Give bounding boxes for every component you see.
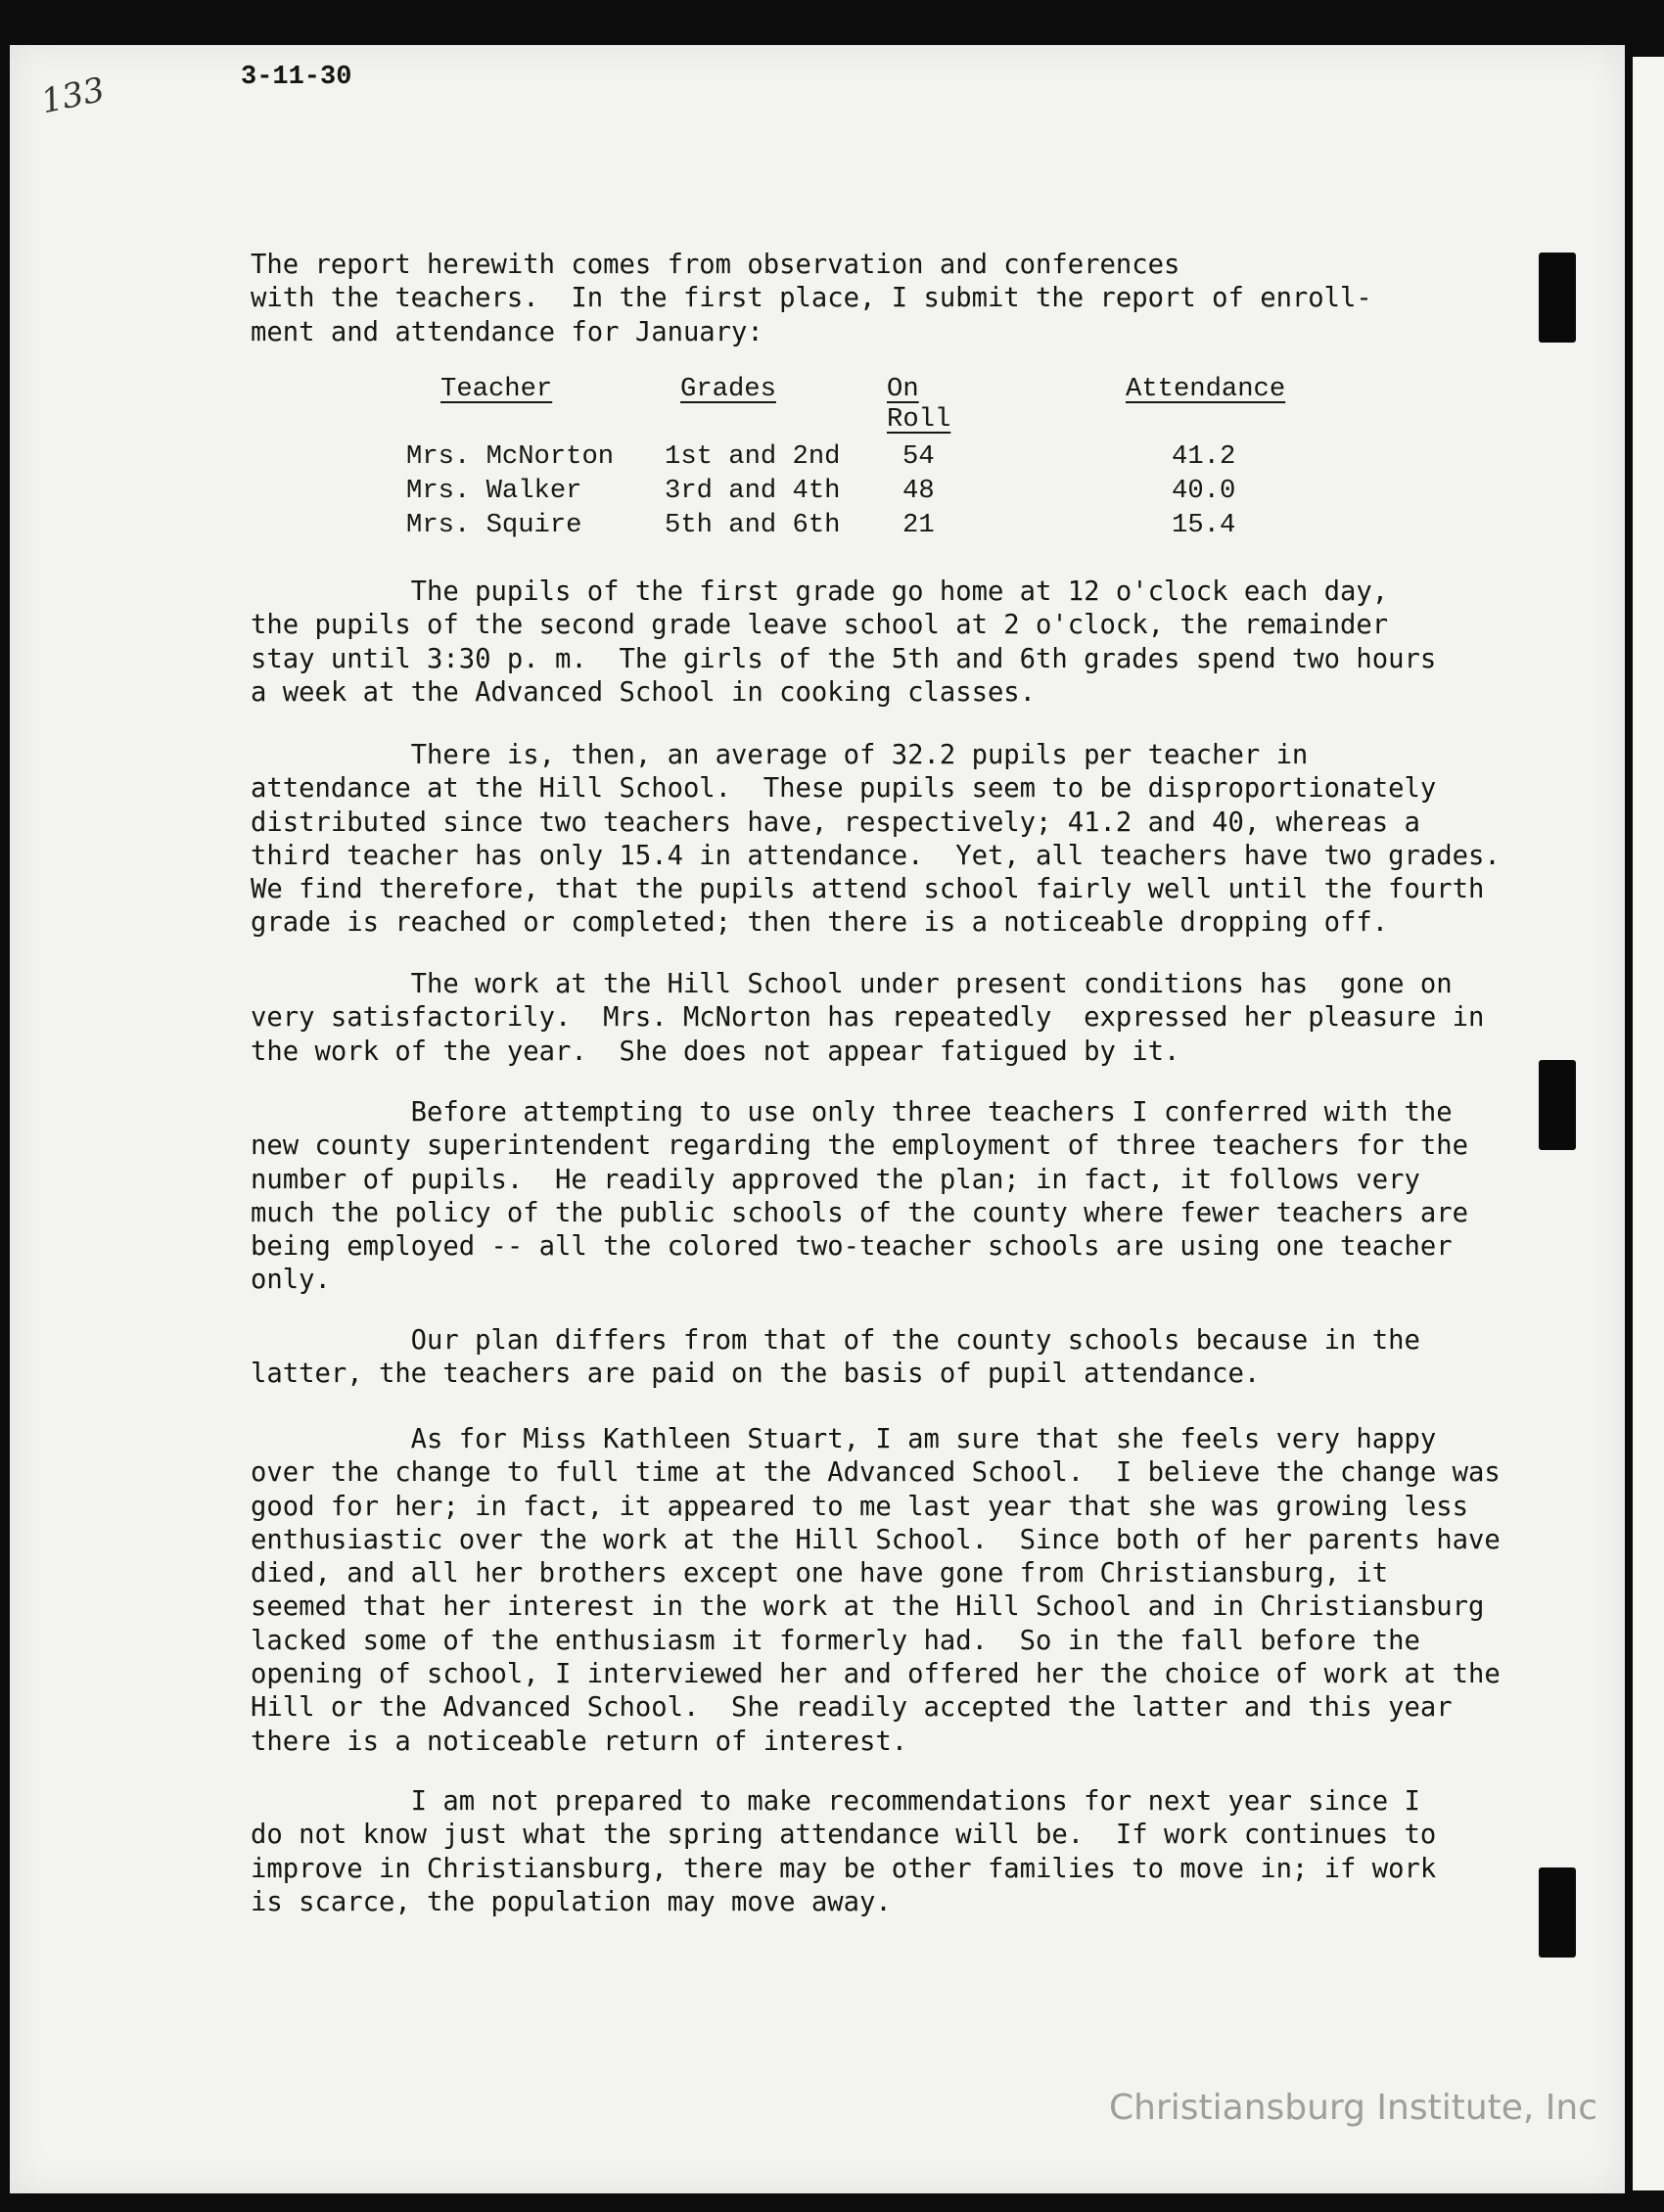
edge-marker-middle <box>1539 1060 1576 1150</box>
intro-paragraph: The report herewith comes from observation and conferences with the teachers. In the first place, I submit the report of enroll- ment and attendance for January: <box>251 250 1372 347</box>
table-header-teacher: Teacher <box>440 374 553 404</box>
table-cell: 5th and 6th <box>665 510 841 540</box>
table-cell: 21 <box>902 510 935 540</box>
edge-marker-top <box>1539 253 1576 343</box>
table-cell: 3rd and 4th <box>665 476 841 506</box>
paragraph-work-progress: The work at the Hill School under present conditions has gone on very satisfactorily. Mrs. McNorton has repeatedly expressed her pleasure in the work of the year. She does not appear fatigued by it. <box>251 969 1485 1067</box>
paragraph-kathleen-stuart: As for Miss Kathleen Stuart, I am sure that she feels very happy over the change to full time at the Advanced School. I believe the change was good for her; in fact, it appeared to me last year that she was growing less enthusiastic over the work at the Hill School. Since both of her parents have died, and all her brothers except one have gone from Christiansburg, it seemed that her interest in the work at the Hill School and in Christiansburg lacked some of the enthusiasm it formerly had. So in the fall before the opening of school, I interviewed her and offered her the choice of work at the Hill or the Advanced School. She readily accepted the latter and this year there is a noticeable return of interest. <box>251 1424 1501 1757</box>
page-edge-strip <box>1633 57 1664 2190</box>
table-cell: 1st and 2nd <box>665 441 841 472</box>
paragraph-average-attendance: There is, then, an average of 32.2 pupils per teacher in attendance at the Hill School. These pupils seem to be disproportionately distributed since two teachers have, respectively; 41.2 and 40, whereas a third teacher has only 15.4 in attendance. Yet, all teachers have two grades. We find therefore, that the pupils attend school fairly well until the fourth grade is reached or completed; then there is a noticeable dropping off. <box>251 740 1501 939</box>
paragraph-recommendations: I am not prepared to make recommendations for next year since I do not know just what the spring attendance will be. If work continues to improve in Christiansburg, there may be other families to move in; if work is scarce, the population may move away. <box>251 1786 1437 1917</box>
paragraph-plan-difference: Our plan differs from that of the county schools because in the latter, the teachers are paid on the basis of pupil attendance. <box>251 1325 1420 1390</box>
edge-marker-bottom <box>1539 1867 1576 1958</box>
document-date: 3-11-30 <box>241 63 352 92</box>
table-header-attendance: Attendance <box>1126 374 1286 404</box>
table-cell: 48 <box>902 476 935 506</box>
handwritten-page-number: 133 <box>37 69 109 122</box>
table-cell: Mrs. McNorton <box>406 441 615 472</box>
table-cell: 15.4 <box>1172 510 1236 540</box>
table-cell: Mrs. Walker <box>406 476 582 506</box>
table-header-on-roll: On Roll <box>887 374 951 435</box>
table-cell: 41.2 <box>1172 441 1236 472</box>
watermark: Christiansburg Institute, Inc <box>1109 2088 1598 2128</box>
paragraph-schedule: The pupils of the first grade go home at 12 o'clock each day, the pupils of the second grade leave school at 2 o'clock, the remainder stay until 3:30 p. m. The girls of the 5th and 6th grades spend two hours a week at the Advanced School in cooking classes. <box>251 576 1437 708</box>
paragraph-superintendent: Before attempting to use only three teachers I conferred with the new county superintendent regarding the employment of three teachers for the number of pupils. He readily approved the plan; in fact, it follows very much the policy of the public schools of the county where fewer teachers are being employed -- all the colored two-teacher schools are using one teacher only. <box>251 1097 1468 1296</box>
table-cell: 40.0 <box>1172 476 1236 506</box>
table-cell: 54 <box>902 441 935 472</box>
table-header-grades: Grades <box>680 374 776 404</box>
table-cell: Mrs. Squire <box>406 510 582 540</box>
